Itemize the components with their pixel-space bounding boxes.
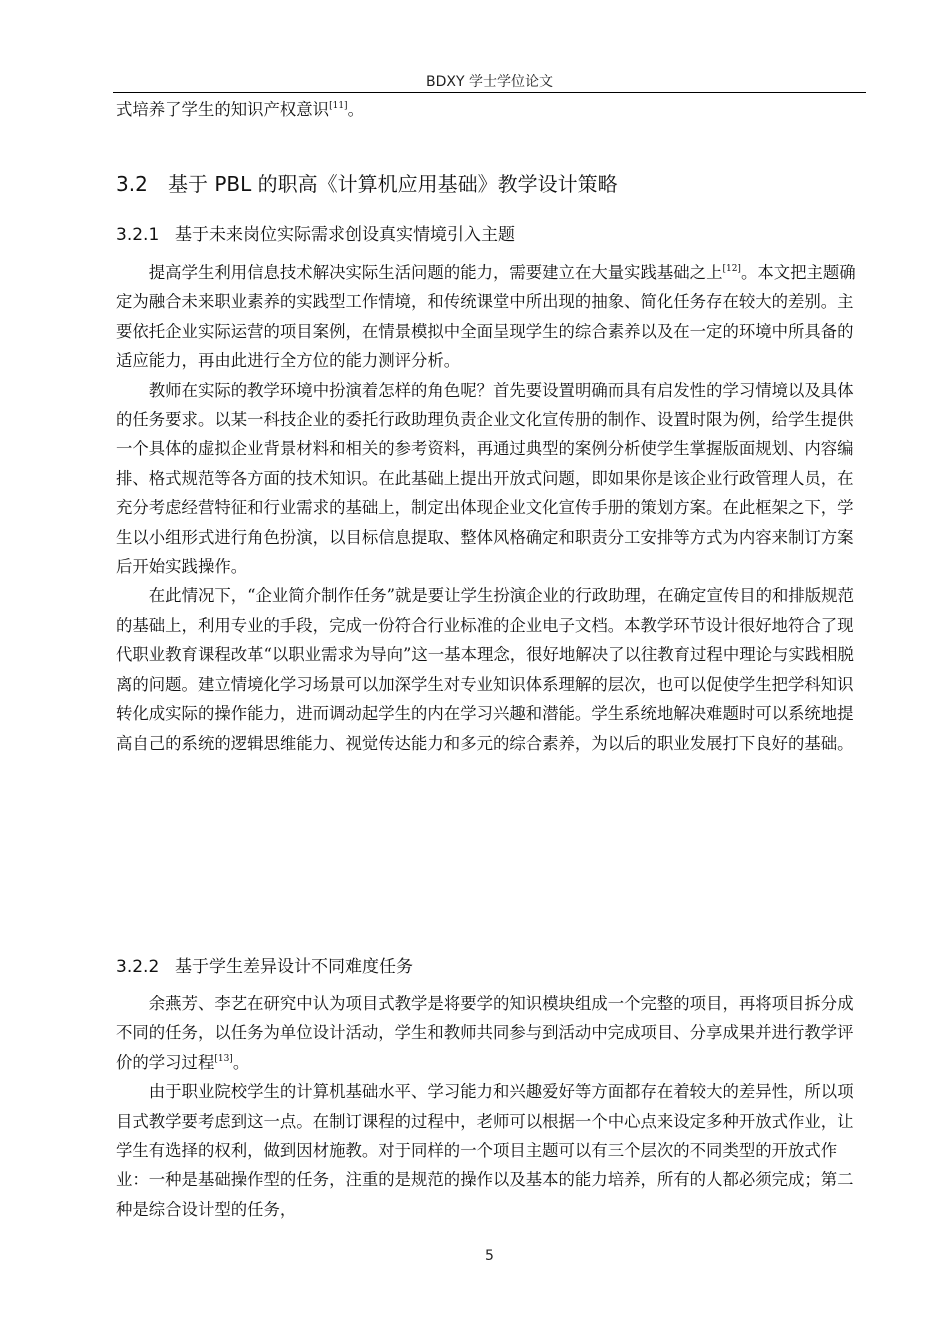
paragraph-text: 余燕芳、李艺在研究中认为项目式教学是将要学的知识模块组成一个完整的项目，再将项目拆分成不同的任务，以任务为单位设计活动，学生和教师共同参与到活动中完成项目、分享成果并进行教学评价的学习过程 <box>116 994 854 1072</box>
paragraph-text: 提高学生利用信息技术解决实际生活问题的能力，需要建立在大量实践基础之上 <box>148 263 723 282</box>
subsection-title-2: 基于学生差异设计不同难度任务 <box>175 957 413 977</box>
paragraph: 由于职业院校学生的计算机基础水平、学习能力和兴趣爱好等方面都存在着较大的差异性，所以项目式教学要考虑到这一点。在制订课程的过程中，老师可以根据一个中心点来设定多种开放式作业，让学生有选择的权利，做到因材施教。对于同样的一个项目主题可以有三个层次的不同类型的开放式作业：一种是基础操作型的任务，注重的是规范的操作以及基本的能力培养，所有的人都必须完成；第二种是综合设计型的任务， <box>116 1082 854 1219</box>
subsection-title-1: 基于未来岗位实际需求创设真实情境引入主题 <box>175 225 515 245</box>
page-number: 5 <box>485 1248 494 1264</box>
carryover-tail: 。 <box>347 100 364 119</box>
subsection-heading-2 <box>116 952 413 977</box>
paragraph-text: 。本文把主题确定为融合未来职业素养的实践型工作情境，和传统课堂中所出现的抽象、简化任务存在较大的差别。主要依托企业实际运营的项目案例，在情景模拟中全面呈现学生的综合素养以及在一定的环境中所具备的适应能力，再由此进行全方位的能力测评分析。 <box>116 263 856 371</box>
subsection-number-1: 3.2.1 <box>116 225 160 245</box>
carryover-paragraph <box>116 95 866 124</box>
citation-ref: [13] <box>214 1053 233 1064</box>
paragraph: 教师在实际的教学环境中扮演着怎样的角色呢？首先要设置明确而具有启发性的学习情境以及具体的任务要求。以某一科技企业的委托行政助理负责企业文化宣传册的制作、设置时限为例，给学生提供一个具体的虚拟企业背景材料和相关的参考资料，再通过典型的案例分析使学生掌握版面规划、内容编排、格式规范等各方面的技术知识。在此基础上提出开放式问题，即如果你是该企业行政管理人员，在充分考虑经营特征和行业需求的基础上，制定出体现企业文化宣传手册的策划方案。在此框架之下，学生以小组形式进行角色扮演，以目标信息提取、整体风格确定和职责分工安排等方式为内容来制订方案后开始实践操作。 <box>116 380 854 577</box>
subsection-heading-1 <box>116 220 515 245</box>
paragraph <box>116 258 866 376</box>
section-heading <box>116 168 618 197</box>
subsection-1-body <box>116 258 866 758</box>
citation-ref: [12] <box>722 264 741 274</box>
subsection-2-body <box>116 989 866 1224</box>
section-number: 3.2 <box>116 172 148 196</box>
paragraph-text: 。 <box>232 1052 250 1072</box>
paragraph: 在此情况下，“企业简介制作任务”就是要让学生扮演企业的行政助理，在确定宣传目的和排版规范的基础上，利用专业的手段，完成一份符合行业标准的企业电子文档。本教学环节设计很好地符合了现代职业教育课程改革“以职业需求为导向”这一基本理念，很好地解决了以往教育过程中理论与实践相脱离的问题。建立情境化学习场景可以加深学生对专业知识体系理解的层次，也可以促使学生把学科知识转化成实际的操作能力，进而调动起学生的内在学习兴趣和潜能。学生系统地解决难题时可以系统地提高自己的系统的逻辑思维能力、视觉传达能力和多元的综合素养，为以后的职业发展打下良好的基础。 <box>116 586 854 753</box>
carryover-text: 式培养了学生的知识产权意识 <box>116 100 330 119</box>
header-rule <box>113 92 866 93</box>
running-header: BDXY 学士学位论文 <box>426 74 553 90</box>
paragraph <box>116 989 866 1077</box>
subsection-number-2: 3.2.2 <box>116 957 160 977</box>
section-title: 基于 PBL 的职高《计算机应用基础》教学设计策略 <box>168 172 618 196</box>
citation-ref: [11] <box>329 101 348 111</box>
